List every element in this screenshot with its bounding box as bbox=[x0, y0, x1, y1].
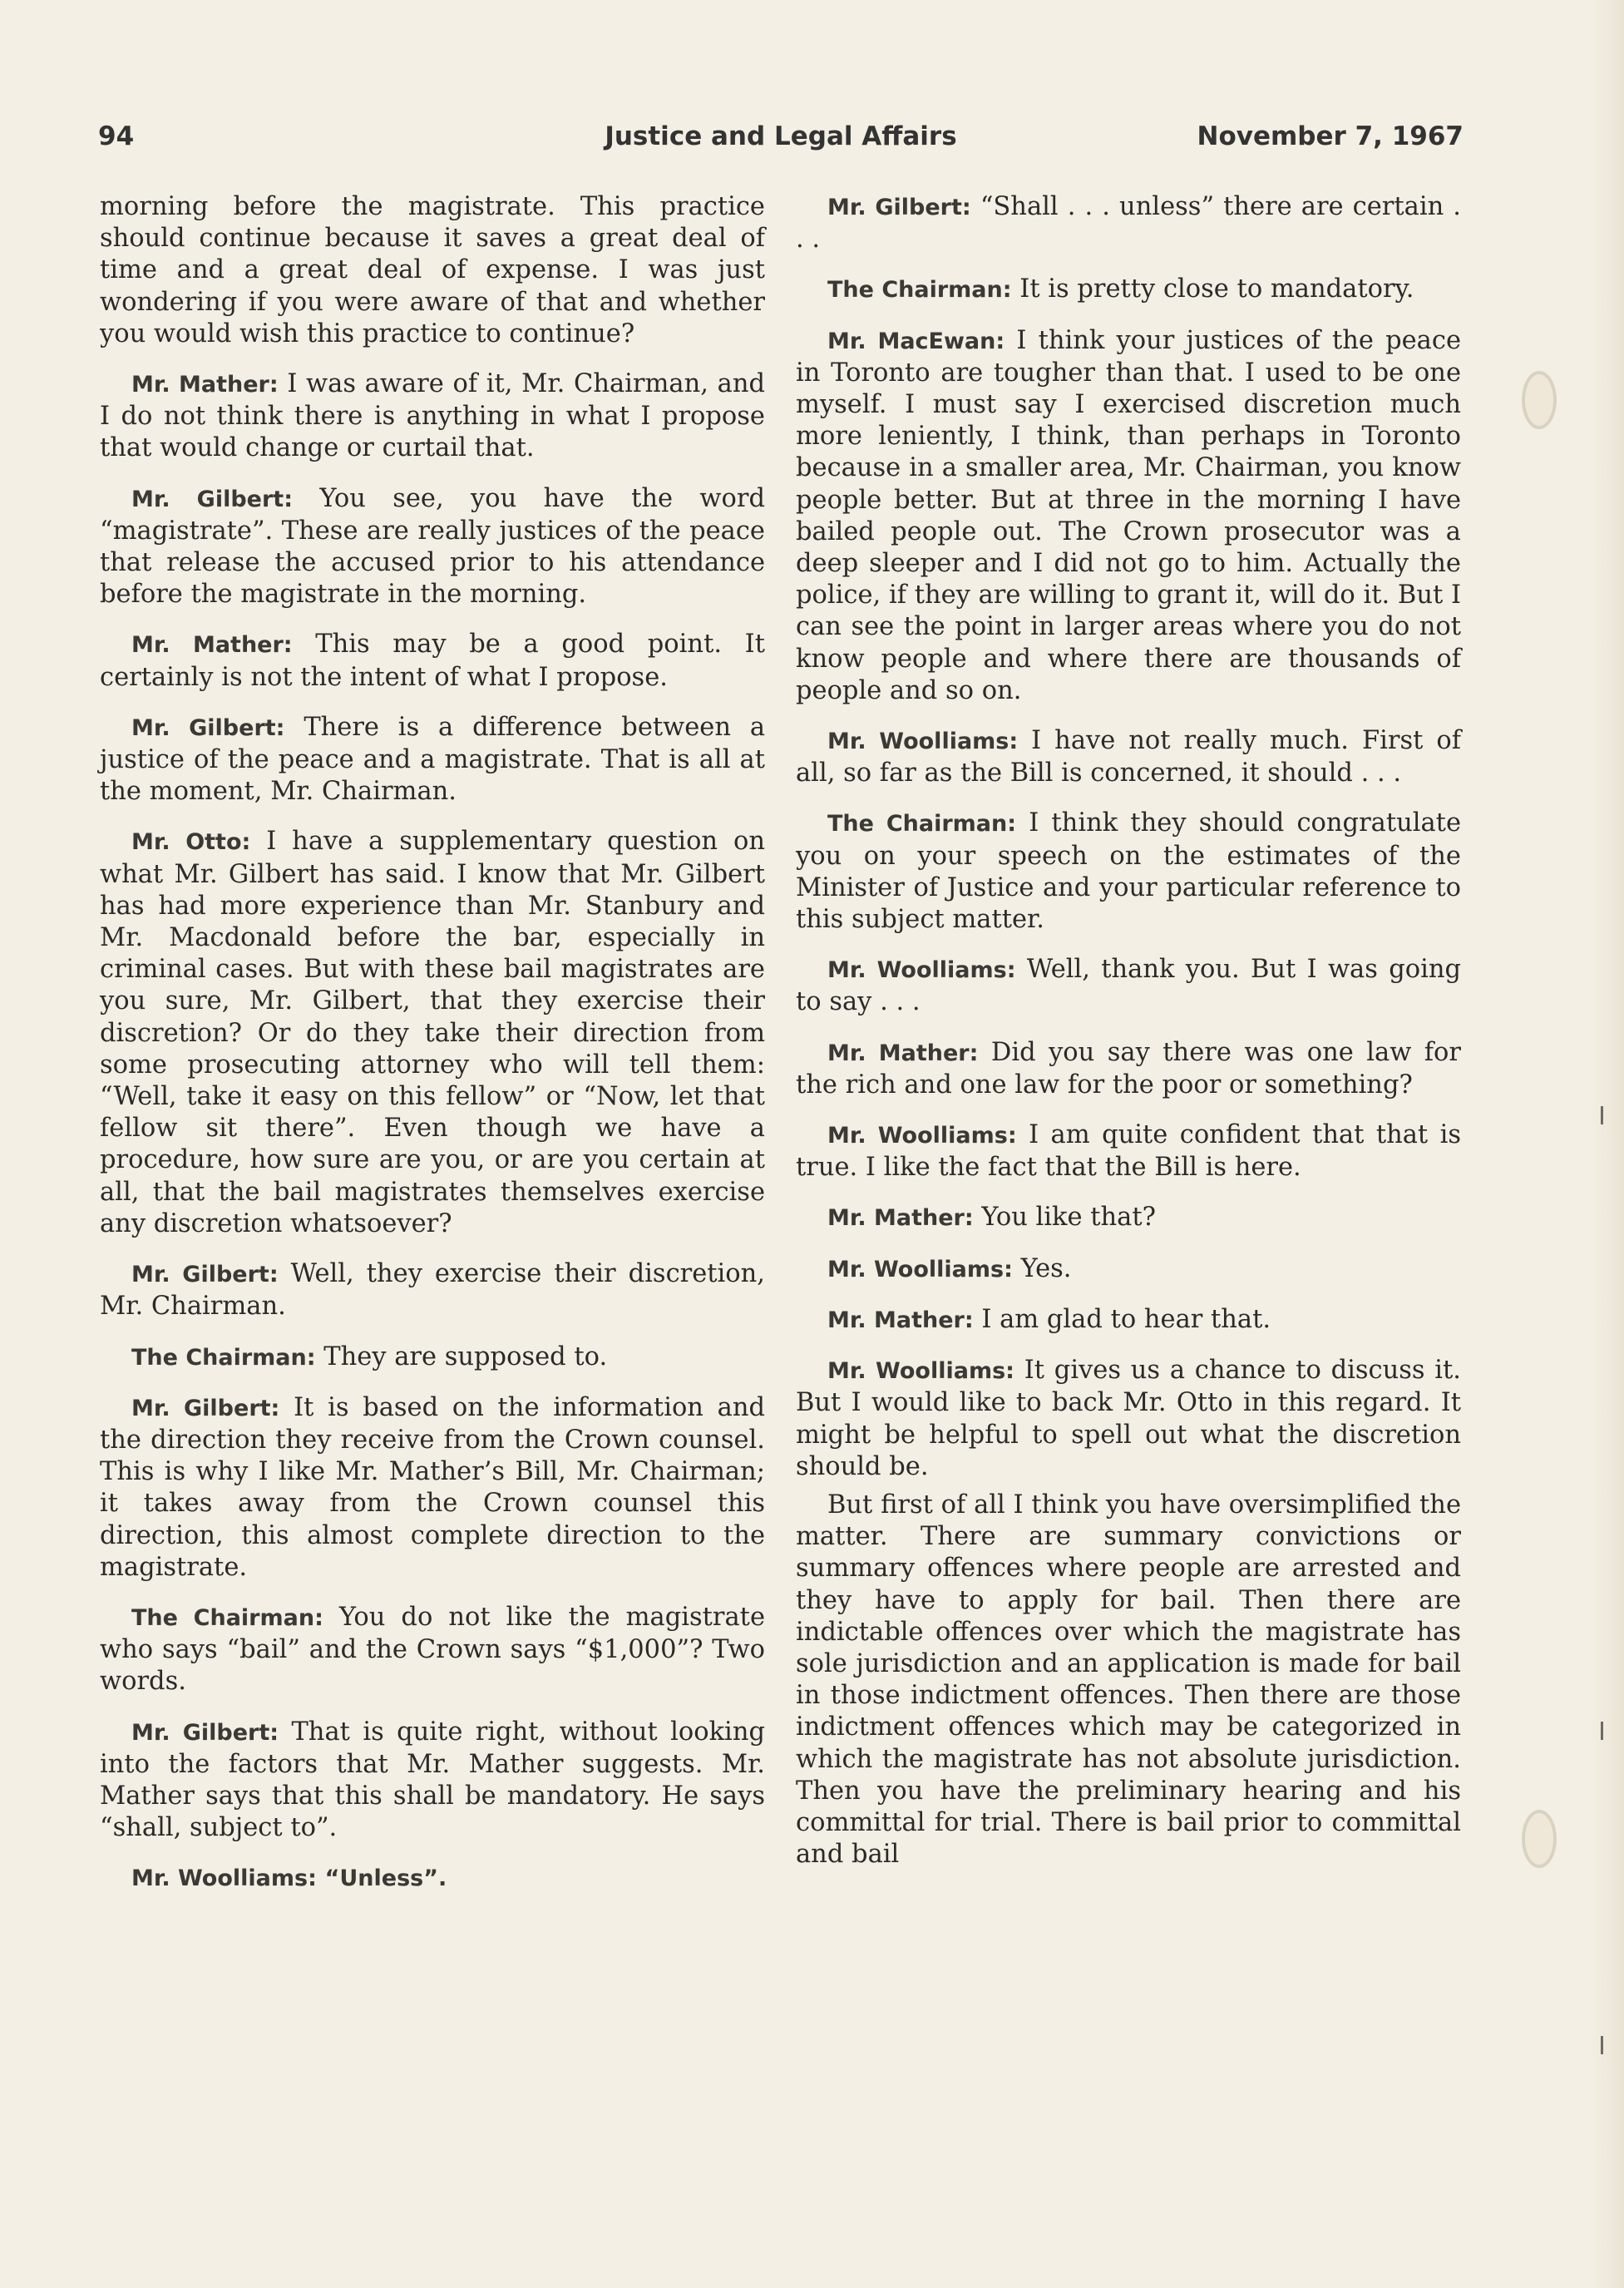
paragraph: Mr. Mather: I am glad to hear that. bbox=[827, 1304, 1271, 1334]
speaker-name: Mr. Mather: bbox=[827, 1307, 974, 1333]
paragraph: Mr. Mather: I was aware of it, Mr. Chairman, and I do not think there is anything in what I propose that would change or curtail that. bbox=[100, 369, 765, 463]
margin-mark bbox=[1601, 1106, 1603, 1124]
speaker-name: Mr. Mather: bbox=[131, 632, 293, 659]
paragraph: Mr. Gilbert: “Shall . . . unless” there are certain . . . bbox=[796, 192, 1461, 254]
paragraph: Mr. Woolliams: Yes. bbox=[827, 1253, 1072, 1283]
speaker-name: Mr. Mather: bbox=[827, 1040, 979, 1066]
speaker-name: Mr. Woolliams: bbox=[131, 1865, 317, 1892]
speaker-name: Mr. Gilbert: bbox=[131, 714, 285, 741]
paragraph: Mr. Woolliams: It gives us a chance to discuss it. But I would like to back Mr. Otto in this regard. It might be helpful to spell out what the discretion should be. bbox=[796, 1356, 1461, 1481]
binding-hole bbox=[1522, 1810, 1557, 1868]
paragraph: Mr. MacEwan: I think your justices of the peace in Toronto are tougher than that. I used to be one myself. I must say I exercised discretion much more leniently, I think, than perhaps in Toronto because in a smaller area, Mr. Chairman, you know people better. But at three in the morning I have bailed people out. The Crown prosecutor was a deep sleeper and I did not go to him. Actually the police, if they are willing to grant it, will do it. But I can see the point in larger areas where you do not know people and where there are thousands of people and so on. bbox=[796, 325, 1462, 705]
speaker-name: Mr. Woolliams: bbox=[827, 1358, 1014, 1385]
speaker-name: The Chairman: bbox=[131, 1604, 323, 1631]
paragraph: Mr. Woolliams: I have not really much. First of all, so far as the Bill is concerned, it should . . . bbox=[796, 726, 1461, 788]
paragraph: morning before the magistrate. This practice should continue because it saves a great deal of time and a great deal of expense. I was just wondering if you were aware of that and whether you would wish this practice to continue? bbox=[100, 192, 765, 348]
speaker-name: Mr. Gilbert: bbox=[131, 1395, 280, 1421]
running-header bbox=[98, 121, 1464, 163]
paragraph: Mr. Mather: This may be a good point. It certainly is not the intent of what I propose. bbox=[100, 630, 765, 692]
margin-mark bbox=[1601, 2036, 1603, 2054]
section-title: Justice and Legal Affairs bbox=[605, 121, 957, 151]
speaker-name: Mr. Mather: bbox=[827, 1205, 974, 1232]
paragraph: Mr. Otto: I have a supplementary question on what Mr. Gilbert has said. I know that Mr. Gilbert has had more experience than Mr. Stanbury and Mr. Macdonald before the bar, especially in criminal cases. But with these bail magistrates are you sure, Mr. Gilbert, that they exercise their discretion? Or do they take their direction from some prosecuting attorney who will tell them: “Well, take it easy on this fellow” or “Now, let that fellow sit there”. Even though we have a procedure, how sure are you, or are you certain at all, that the bail magistrates themselves exercise any discretion whatsoever? bbox=[100, 827, 765, 1238]
speaker-name: Mr. Woolliams: bbox=[827, 1256, 1013, 1282]
paragraph: Mr. Gilbert: It is based on the information and the direction they receive from the Crown counsel. This is why I like Mr. Mather’s Bill, Mr. Chairman; it takes away from the Crown counsel this direction, this almost complete direction to the magistrate. bbox=[100, 1392, 766, 1582]
speaker-name: Mr. Mather: bbox=[131, 372, 279, 398]
page-edge bbox=[1591, 0, 1624, 2288]
paragraph: The Chairman: It is pretty close to mandatory. bbox=[827, 274, 1414, 304]
paragraph: Mr. Mather: Did you say there was one law for the rich and one law for the poor or something? bbox=[796, 1037, 1461, 1100]
speaker-name: The Chairman: bbox=[827, 277, 1012, 304]
paragraph: Mr. Gilbert: There is a difference between a justice of the peace and a magistrate. That is all at the moment, Mr. Chairman. bbox=[100, 712, 766, 807]
binding-hole bbox=[1522, 371, 1557, 429]
paragraph: Mr. Gilbert: That is quite right, without looking into the factors that Mr. Mather suggests. Mr. Mather says that this shall be mandatory. He says “shall, subject to”. bbox=[100, 1717, 765, 1843]
speaker-name: Mr. Gilbert: bbox=[131, 1719, 279, 1746]
paragraph: Mr. Woolliams: I am quite confident that that is true. I like the fact that the Bill is here. bbox=[796, 1120, 1462, 1183]
speaker-name: Mr. Otto: bbox=[131, 829, 251, 856]
left-column bbox=[100, 191, 765, 1914]
speaker-name: Mr. Woolliams: bbox=[827, 957, 1016, 984]
header-date: November 7, 1967 bbox=[1197, 121, 1464, 151]
right-column bbox=[796, 191, 1461, 1870]
paragraph: Mr. Woolliams: “Unless”. bbox=[131, 1865, 447, 1892]
speaker-name: Mr. Gilbert: bbox=[131, 486, 293, 512]
speaker-name: Mr. Gilbert: bbox=[131, 1262, 279, 1288]
speaker-name: Mr. MacEwan: bbox=[827, 328, 1005, 354]
paragraph: Mr. Gilbert: You see, you have the word “magistrate”. These are really justices of the peace that release the accused prior to his attendance before the magistrate in the morning. bbox=[100, 483, 766, 610]
paragraph: The Chairman: You do not like the magistrate who says “bail” and the Crown says “$1,000”? Two words. bbox=[100, 1602, 765, 1697]
paragraph: The Chairman: I think they should congratulate you on your speech on the estimates of the Minister of Justice and your particular reference to this subject matter. bbox=[796, 808, 1461, 935]
speaker-name: Mr. Woolliams: bbox=[827, 729, 1019, 755]
speaker-name: The Chairman: bbox=[131, 1344, 316, 1371]
paragraph: Mr. Gilbert: Well, they exercise their discretion, Mr. Chairman. bbox=[100, 1259, 765, 1322]
paragraph: The Chairman: They are supposed to. bbox=[131, 1342, 608, 1371]
margin-mark bbox=[1601, 1722, 1603, 1740]
speaker-name: Mr. Gilbert: bbox=[827, 195, 971, 220]
page-number: 94 bbox=[98, 121, 135, 151]
paragraph: But first of all I think you have oversimplified the matter. There are summary convictions or summary offences where people are arrested and they have to apply for bail. Then there are indictable offences over which the magistrate has sole jurisdiction and an application is made for bail in those indictment offences. Then there are those indictment offences which may be categorized in which the magistrate has not absolute jurisdiction. Then you have the preliminary hearing and his committal for trial. There is bail prior to committal and bail bbox=[796, 1490, 1461, 1870]
paragraph: Mr. Mather: You like that? bbox=[827, 1203, 1156, 1233]
speaker-name: The Chairman: bbox=[827, 811, 1017, 838]
paragraph: Mr. Woolliams: Well, thank you. But I was going to say . . . bbox=[796, 955, 1462, 1017]
speaker-name: Mr. Woolliams: bbox=[827, 1123, 1017, 1149]
